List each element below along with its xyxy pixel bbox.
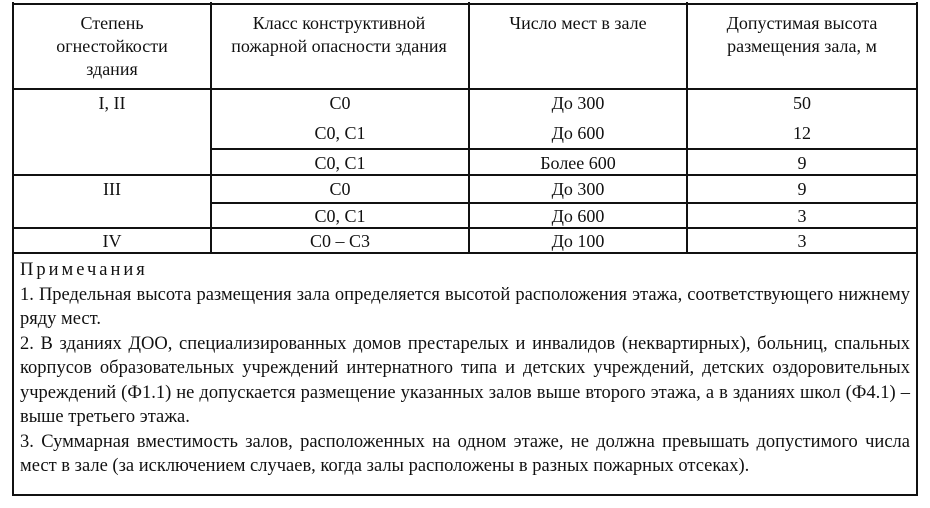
row-rule-3	[210, 202, 916, 204]
cell-seats: До 300	[551, 93, 605, 113]
cell-class: С0	[329, 179, 351, 199]
cell-degree-IV: IV	[102, 231, 122, 251]
cell-seats: Более 600	[540, 153, 616, 173]
cell-seats: До 600	[551, 206, 605, 226]
cell-height: 50	[793, 93, 811, 113]
row-rule-4	[14, 227, 916, 229]
cell-class: С0, С1	[314, 153, 366, 173]
cell-height: 3	[797, 206, 807, 226]
header-seat-count: Число мест в зале	[509, 13, 647, 33]
cell-height: 9	[797, 179, 807, 199]
table-bottom-rule	[14, 252, 916, 254]
fire-safety-table	[12, 2, 918, 496]
header-fire-hazard-class: Класс конструктивной пожарной опасности здания	[231, 13, 447, 56]
note-1: 1. Предельная высота размещения зала определяется высотой расположения этажа, соответствующего нижнему ряду мест.	[20, 284, 910, 329]
cell-seats: До 600	[551, 123, 605, 143]
header-bottom-rule	[14, 88, 916, 90]
header-fire-resistance: Степень огнестойкости здания	[56, 13, 168, 79]
cell-degree-I-II: I, II	[98, 93, 126, 113]
cell-height: 12	[793, 123, 811, 143]
cell-height: 3	[797, 231, 807, 251]
note-3: 3. Суммарная вместимость залов, расположенных на одном этаже, не должна превышать допустимого числа мест в зале (за исключением случаев, когда залы расположены в разных пожарных отсеках).	[20, 431, 910, 476]
cell-height: 9	[797, 153, 807, 173]
cell-class: С0, С1	[314, 123, 366, 143]
cell-degree-III: III	[103, 179, 121, 199]
row-rule-2	[14, 174, 916, 176]
cell-class: С0, С1	[314, 206, 366, 226]
notes-title: Примечания	[20, 260, 148, 280]
cell-class: С0	[329, 93, 351, 113]
cell-class: С0 – С3	[309, 231, 370, 251]
cell-seats: До 100	[551, 231, 605, 251]
header-allowed-height: Допустимая высота размещения зала, м	[726, 13, 878, 56]
note-2: 2. В зданиях ДОО, специализированных домов престарелых и инвалидов (неквартирных), больниц, спальных корпусов образовательных учреждений интернатного типа и детских учреждений, детских оздоровительных учреждений (Ф1.1) не допускается размещение указанных залов выше второго этажа, а в зданиях школ (Ф4.1) – выше третьего этажа.	[20, 333, 910, 427]
cell-seats: До 300	[551, 179, 605, 199]
row-rule-1	[210, 148, 916, 150]
notes-section	[20, 258, 910, 479]
